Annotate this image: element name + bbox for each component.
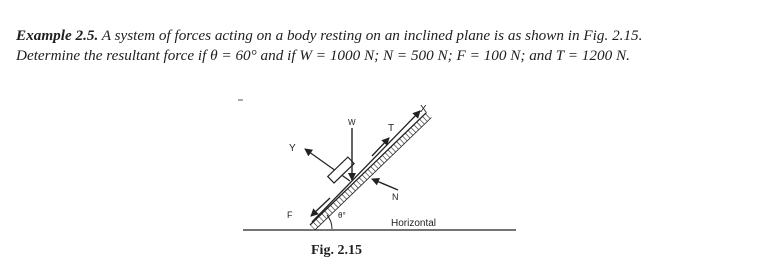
label-theta: θ°: [338, 211, 346, 220]
x-axis-arrow: [312, 111, 420, 222]
label-horizontal: Horizontal: [391, 218, 437, 229]
label-x: X: [420, 104, 427, 115]
inclined-plane: [310, 112, 431, 230]
label-w: W: [348, 118, 356, 127]
label-y: Y: [289, 143, 296, 154]
example-number: Example 2.5.: [16, 27, 99, 44]
body-block: [328, 157, 354, 183]
normal-arrow: [372, 179, 398, 190]
label-t: T: [388, 123, 395, 134]
label-n: N: [392, 192, 399, 202]
problem-text: A system of forces acting on a body resting on an inclined plane is as shown in Fig. 2.15. Determine the resultant force if θ = 60° and if W = 1000 N; N = 500 N; F = 100 N; and T = 1200 N.: [16, 27, 643, 64]
figure-caption: Fig. 2.15: [311, 243, 362, 258]
label-f: F: [287, 210, 293, 220]
